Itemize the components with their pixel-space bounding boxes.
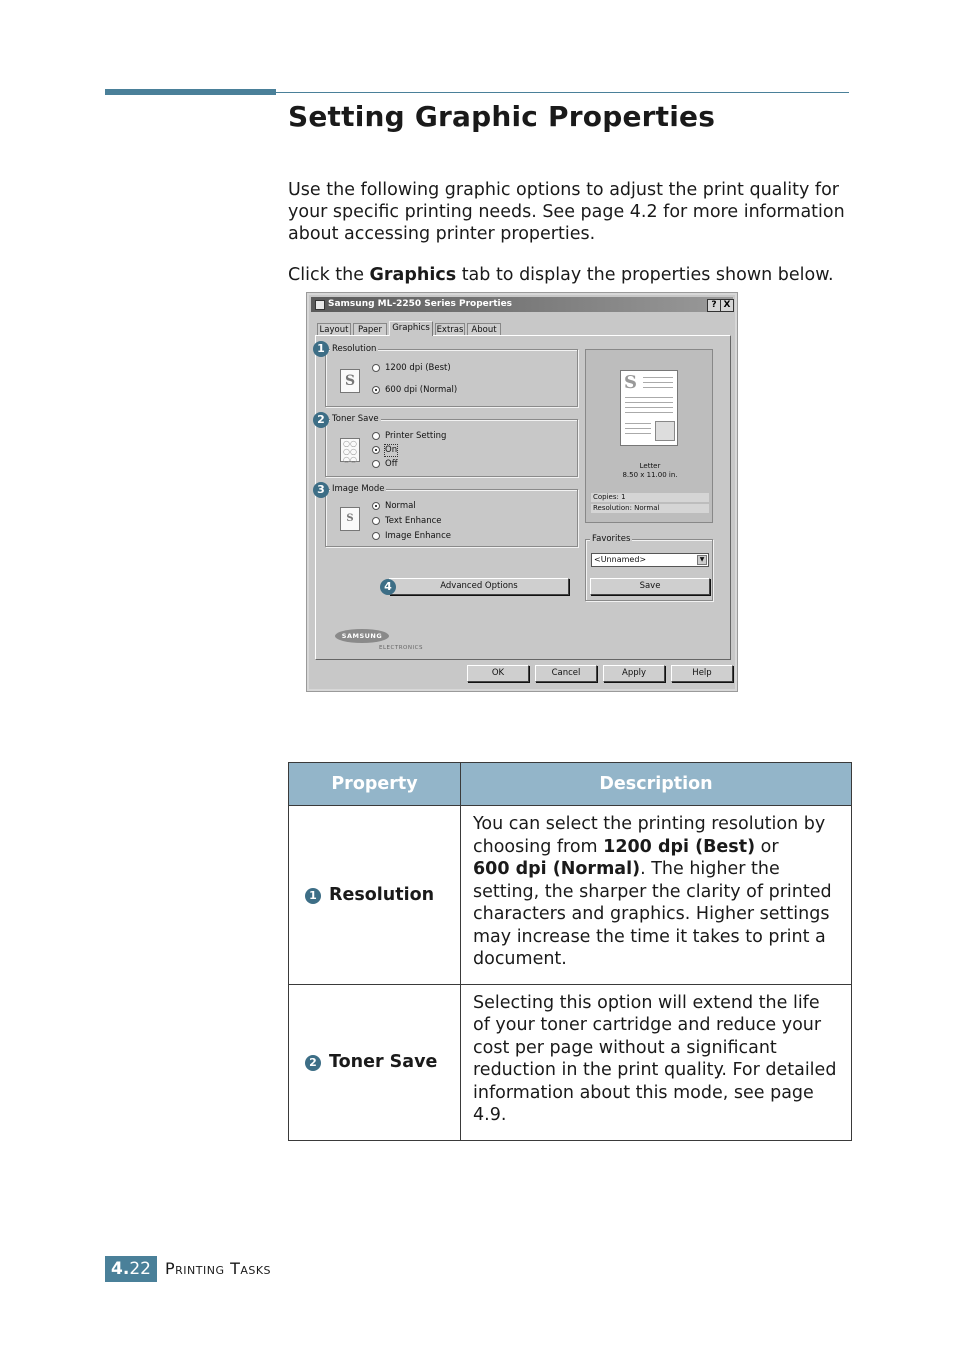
close-button[interactable]: X [720,299,734,312]
ok-button[interactable]: OK [467,665,529,682]
callout-badge-4: 4 [380,579,396,595]
radio-1200-dpi-label: 1200 dpi (Best) [385,363,451,373]
page-thumbnail [620,370,678,446]
samsung-logo-sub: ELECTRONICS [379,645,423,651]
help-button[interactable]: Help [671,665,733,682]
tab-about[interactable]: About [467,323,501,335]
tab-graphics[interactable]: Graphics [389,321,433,336]
radio-printer-setting-circle [372,432,380,440]
save-favorite-button[interactable]: Save [590,578,710,595]
instruction-graphics-term: Graphics [369,265,457,285]
radio-600-dpi-circle [372,386,380,394]
header-rule-thick [105,89,276,95]
toner-dots-icon: ○○ ○○ ○○ [340,438,360,462]
properties-table [288,762,852,1141]
favorites-dropdown[interactable] [591,553,709,567]
cancel-button[interactable]: Cancel [535,665,597,682]
description-cell-resolution [461,806,852,985]
property-name-resolution: Resolution [329,884,435,905]
radio-printer-setting-label: Printer Setting [385,431,447,441]
radio-image-enhance-label: Image Enhance [385,531,451,541]
image-mode-icon: S [340,507,360,531]
resolution-group [325,344,578,407]
callout-badge-2: 2 [313,412,329,428]
toner-save-group [325,414,578,477]
desc-resolution-part-a: You can select the printing resolution by choosing from [473,814,826,857]
properties-dialog-screenshot [306,292,738,692]
dialog-titlebar [311,297,733,312]
tab-layout[interactable]: Layout [317,323,351,335]
favorites-label: Favorites [592,534,631,544]
apply-button[interactable]: Apply [603,665,665,682]
callout-badge-1: 1 [313,341,329,357]
preview-resolution: Resolution: Normal [591,504,709,513]
radio-toner-off-circle [372,460,380,468]
favorites-value: <Unnamed> [594,555,647,564]
help-question-button[interactable]: ? [707,299,721,312]
row-badge-2: 2 [305,1055,321,1071]
page-preview [585,349,713,523]
description-cell-toner-save: Selecting this option will extend the life of your toner cartridge and reduce your cost per page without a significant reduction in the print quality. For detailed information about this mode, see page 4.9. [461,984,852,1140]
instruction-paragraph [288,264,853,286]
running-title: Printing Tasks [165,1259,272,1278]
advanced-options-button[interactable]: Advanced Options [389,578,569,595]
preview-paper-size: 8.50 x 11.00 in. [622,471,678,479]
radio-image-normal-label: Normal [385,501,416,511]
property-cell-resolution [289,806,461,985]
resolution-group-label: Resolution [332,344,377,354]
page-number-badge [105,1256,157,1282]
radio-text-enhance-circle [372,517,380,525]
desc-resolution-part-d: . The higher the setting, the sharper the clarity of printed characters and graphics. Higher settings may increase the time it takes to print a document. [473,859,832,969]
radio-toner-on-circle [372,446,380,454]
property-name-toner-save: Toner Save [329,1052,438,1072]
tab-extras[interactable]: Extras [436,325,464,335]
image-mode-group-label: Image Mode [332,484,385,494]
properties-dialog [309,295,735,689]
dropdown-arrow-icon[interactable]: ▼ [697,555,707,565]
radio-600-dpi-label: 600 dpi (Normal) [385,385,458,395]
table-row [289,806,852,985]
preview-paper-name: Letter [639,462,661,470]
samsung-logo-oval: SAMSUNG [335,629,389,643]
tab-paper[interactable]: Paper [353,323,387,335]
chapter-number: 4. [111,1259,130,1279]
instruction-prefix: Click the [288,265,370,285]
samsung-logo [335,629,423,651]
page-number: 22 [129,1259,151,1279]
radio-image-normal-circle [372,502,380,510]
page-title: Setting Graphic Properties [288,100,716,133]
image-mode-group [325,484,578,547]
instruction-suffix: tab to display the properties shown below. [456,265,834,285]
property-cell-toner-save [289,984,461,1140]
row-badge-1: 1 [305,888,321,904]
radio-image-enhance-circle [372,532,380,540]
preview-s-glyph: S [624,372,637,393]
radio-toner-on-label: On [385,445,398,455]
radio-1200-dpi-circle [372,364,380,372]
favorites-group [585,534,713,601]
toner-save-group-label: Toner Save [332,414,379,424]
table-header-property: Property [289,763,461,806]
desc-resolution-part-c: or [755,836,779,857]
desc-resolution-1200: 1200 dpi (Best) [603,836,756,857]
header-rule-thin [276,92,849,93]
radio-text-enhance-label: Text Enhance [385,516,442,526]
preview-copies: Copies: 1 [591,493,709,502]
dialog-title: Samsung ML-2250 Series Properties [328,299,513,309]
desc-resolution-600: 600 dpi (Normal) [473,859,641,879]
resolution-s-icon: S [340,369,360,393]
intro-paragraph: Use the following graphic options to adjust the print quality for your specific printing needs. See page 4.2 for more information about accessing printer properties. [288,180,845,244]
table-row [289,984,852,1140]
radio-toner-off-label: Off [385,459,398,469]
preview-image-box [655,421,675,441]
printer-icon [315,300,325,310]
callout-badge-3: 3 [313,482,329,498]
table-header-description: Description [461,763,852,806]
